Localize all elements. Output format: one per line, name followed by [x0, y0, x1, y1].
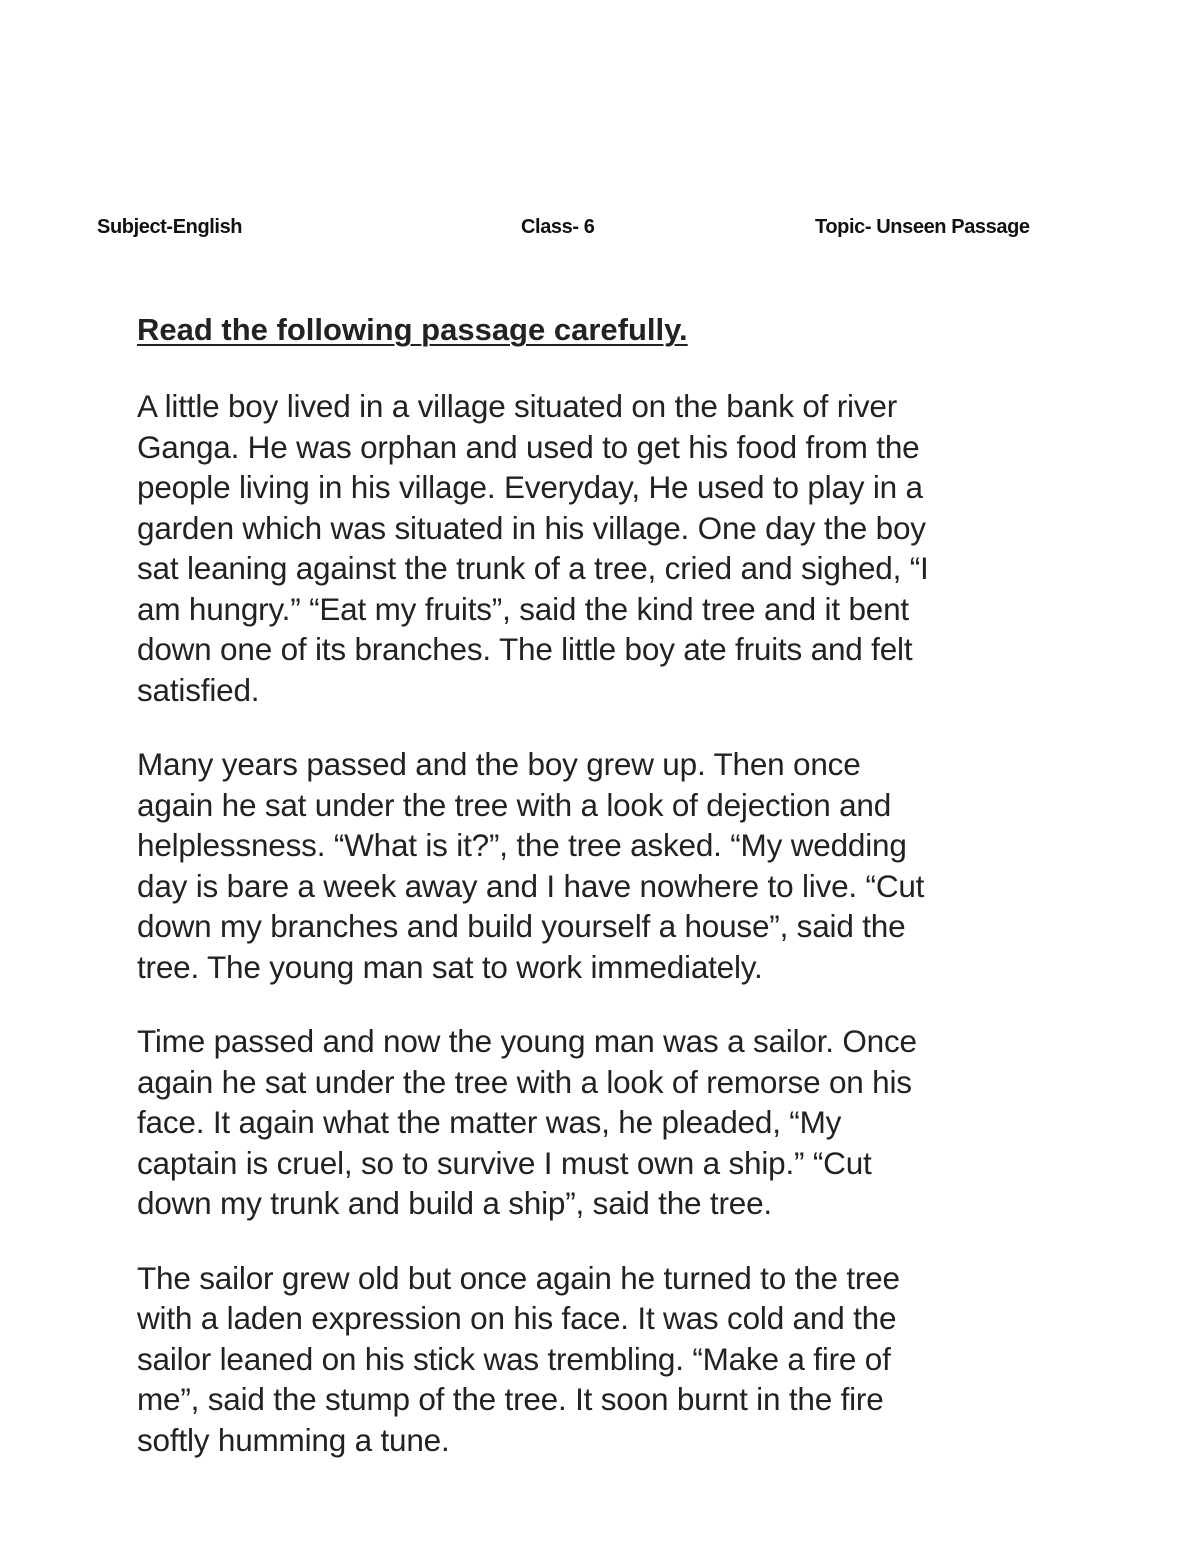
paragraph-line: down one of its branches. The little boy ate fruits and felt — [137, 631, 913, 667]
paragraph-line: A little boy lived in a village situated on the bank of river — [137, 388, 897, 424]
paragraph-line: helplessness. “What is it?”, the tree asked. “My wedding — [137, 827, 907, 863]
topic-label: Topic- Unseen Passage — [815, 216, 1030, 238]
paragraph-line: people living in his village. Everyday, He used to play in a — [137, 469, 923, 505]
worksheet-header — [0, 216, 1200, 246]
paragraph-line: down my trunk and build a ship”, said the tree. — [137, 1185, 772, 1221]
paragraph-line: tree. The young man sat to work immediately. — [137, 948, 763, 985]
paragraph-line: The sailor grew old but once again he turned to the tree — [137, 1259, 900, 1296]
paragraph-line: day is bare a week away and I have nowhere to live. “Cut — [137, 867, 925, 904]
paragraph-line: softly humming a tune. — [137, 1421, 450, 1458]
paragraph-line: sat leaning against the trunk of a tree, cried and sighed, “I — [137, 550, 929, 586]
paragraph-line: captain is cruel, so to survive I must own a ship.” “Cut — [137, 1144, 872, 1181]
paragraph-line: Many years passed and the boy grew up. Then once — [137, 746, 861, 782]
paragraph-line: down my branches and build yourself a house”, said the — [137, 908, 906, 944]
paragraph-line: me”, said the stump of the tree. It soon burnt in the fire — [137, 1381, 884, 1417]
paragraph-line: satisfied. — [137, 671, 260, 708]
paragraph-line: face. It again what the matter was, he pleaded, “My — [137, 1104, 842, 1140]
paragraph-line: again he sat under the tree with a look of dejection and — [137, 786, 892, 823]
paragraph-line: am hungry.” “Eat my fruits”, said the kind tree and it bent — [137, 590, 909, 627]
subject-label: Subject-English — [97, 216, 243, 238]
paragraph-2 — [137, 744, 1047, 987]
paragraph-3 — [137, 1021, 1047, 1224]
paragraph-line: Time passed and now the young man was a sailor. Once — [137, 1023, 917, 1059]
class-label: Class- 6 — [521, 216, 595, 238]
passage-section — [137, 310, 1047, 1494]
paragraph-line: Ganga. He was orphan and used to get his food from the — [137, 428, 920, 465]
paragraph-4 — [137, 1258, 1047, 1461]
paragraph-line: again he sat under the tree with a look of remorse on his — [137, 1063, 912, 1100]
paragraph-line: sailor leaned on his stick was trembling. “Make a fire of — [137, 1340, 891, 1377]
paragraph-line: with a laden expression on his face. It was cold and the — [137, 1300, 897, 1336]
paragraph-line: garden which was situated in his village. One day the boy — [137, 509, 926, 546]
instruction-heading: Read the following passage carefully. — [137, 312, 688, 347]
paragraph-1 — [137, 386, 1047, 710]
